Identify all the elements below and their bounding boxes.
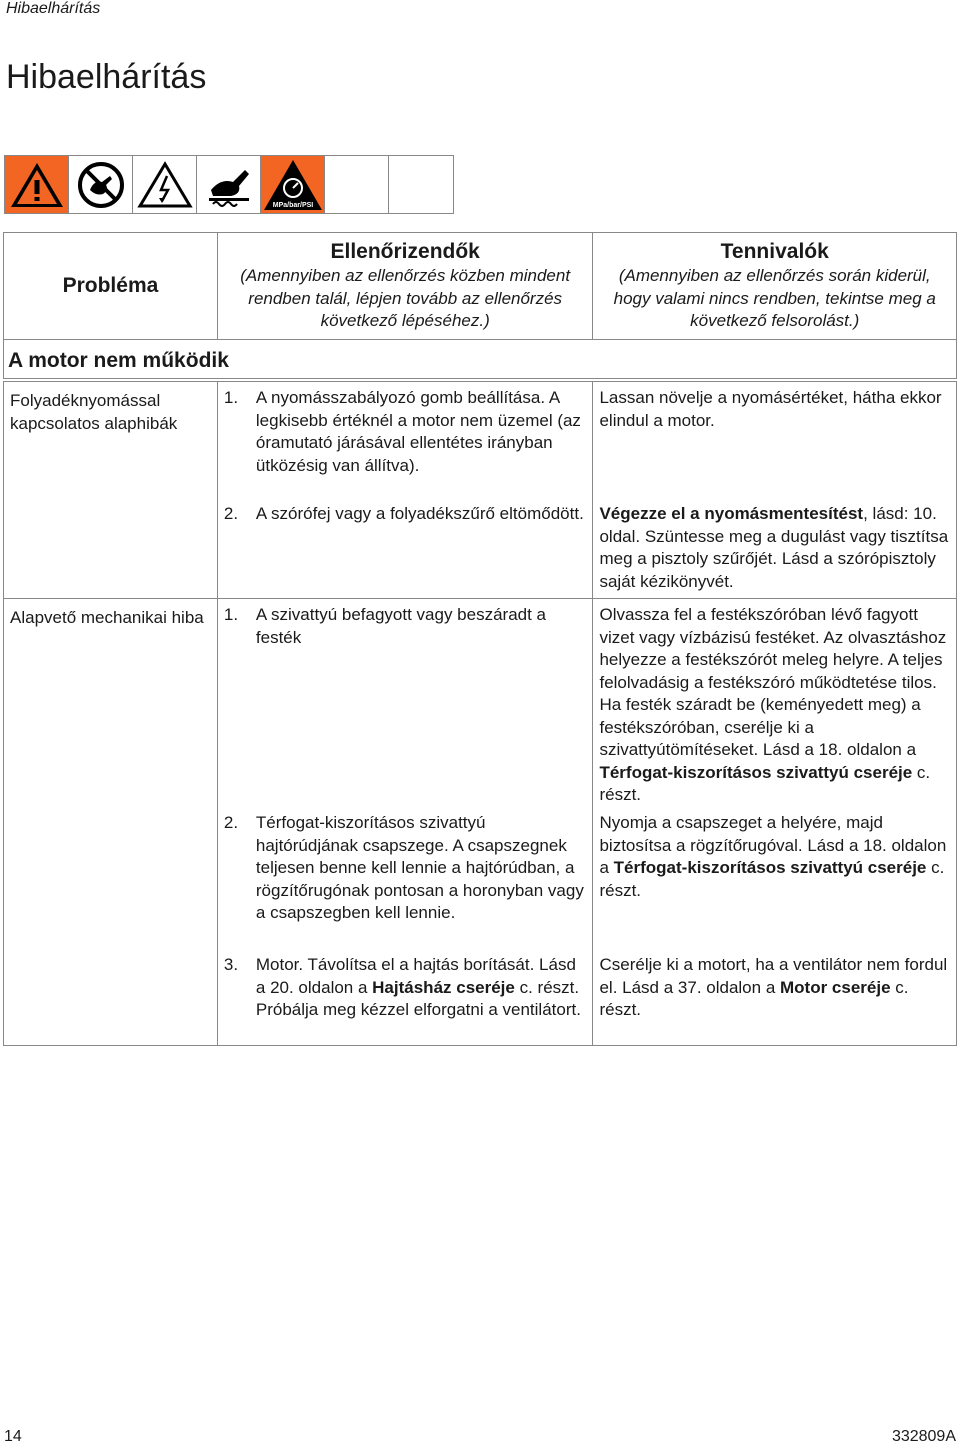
- problem-cell: Alapvető mechanikai hiba: [4, 599, 218, 1046]
- action-header-subtitle: (Amennyiben az ellenőrzés során kiderül, hogy valami nincs rendben, tekintse meg a következő felsorolást.): [613, 266, 936, 330]
- document-id: 332809A: [891, 1428, 956, 1445]
- action-item: Végezze el a nyomásmentesítést, lásd: 10. oldal. Szüntesse meg a dugulást vagy tisztítsa meg a pisztoly szűrőjét. Lásd a szórópisztoly saját kézikönyvét.: [599, 504, 949, 591]
- action-item: Olvassza fel a festékszóróban lévő fagyott vizet vagy vízbázisú festéket. Az olvasztáshoz helyezze a festékszórót meleg helyre. A teljes felolvadásig a festékszóró működtetése tilos. Ha festék száradt be (keményedett meg) a festékszóróban, cserélje ki a szivattyútömítéseket. Lásd a 18. oldalon a Térfogat-kiszorításos szivattyú cseréje c. részt.: [599, 605, 947, 804]
- action-item: Lassan növelje a nyomásértéket, hátha ekkor elindul a motor.: [599, 388, 942, 430]
- gauge-unit-label: MPa/bar/PSI: [272, 201, 313, 209]
- action-column-header: [593, 233, 957, 340]
- check-item: 3. Motor. Távolítsa el a hajtás borítását. Lásd a 20. oldalon a Hajtásház cseréje c. részt. Próbálja meg kézzel elforgatni a ventilátort.: [223, 955, 581, 1019]
- table-row: [4, 380, 957, 599]
- action-item: Nyomja a csapszeget a helyére, majd biztosítsa a rögzítőrugóval. Lásd a 18. oldalon a Térfogat-kiszorításos szivattyú cseréje c. részt.: [599, 813, 947, 900]
- check-header-title: Ellenőrizendők: [330, 240, 480, 263]
- problem-column-header: Probléma: [4, 233, 218, 340]
- action-cell: [593, 599, 957, 1046]
- hot-surface-icon: [197, 156, 261, 213]
- pressure-gauge-icon: [261, 156, 325, 213]
- empty-icon-slot: [389, 156, 453, 213]
- electric-shock-icon: [133, 156, 197, 213]
- page-title: Hibaelhárítás: [6, 58, 207, 96]
- check-cell: [217, 380, 593, 599]
- page-number: 14: [4, 1428, 22, 1445]
- check-item: 1. A szivattyú befagyott vagy beszáradt a festék: [223, 605, 547, 647]
- no-hand-icon: [69, 156, 133, 213]
- check-column-header: [217, 233, 593, 340]
- action-cell: [593, 380, 957, 599]
- warning-triangle-icon: [5, 156, 69, 213]
- table-header-row: [4, 233, 957, 340]
- warning-icon-strip: [4, 155, 454, 214]
- section-row: [4, 339, 957, 380]
- troubleshooting-table: [3, 232, 957, 1046]
- action-item: Cserélje ki a motort, ha a ventilátor nem fordul el. Lásd a 37. oldalon a Motor cseréje c. részt.: [599, 955, 948, 1019]
- running-header: Hibaelhárítás: [6, 0, 101, 17]
- check-item: 2. A szórófej vagy a folyadékszűrő eltömődött.: [223, 504, 584, 523]
- empty-icon-slot: [325, 156, 389, 213]
- action-header-title: Tennivalók: [720, 240, 829, 263]
- section-title: A motor nem működik: [4, 339, 957, 380]
- check-item: 2. Térfogat-kiszorításos szivattyú hajtórúdjának csapszege. A csapszegnek teljesen benne kell lennie a hajtórúdban, a rögzítőrugónak pontosan a horonyban vagy a csapszegben kell lennie.: [223, 813, 584, 922]
- check-header-subtitle: (Amennyiben az ellenőrzés közben mindent rendben talál, lépjen tovább az ellenőrzés következő lépéséhez.): [240, 266, 571, 330]
- check-item: 1. A nyomásszabályozó gomb beállítása. A legkisebb értéknél a motor nem üzemel (az óramutató járásával ellentétes irányban ütközésig van állítva).: [223, 388, 581, 475]
- check-cell: [217, 599, 593, 1046]
- table-row: [4, 599, 957, 1046]
- problem-cell: Folyadéknyomással kapcsolatos alaphibák: [4, 380, 218, 599]
